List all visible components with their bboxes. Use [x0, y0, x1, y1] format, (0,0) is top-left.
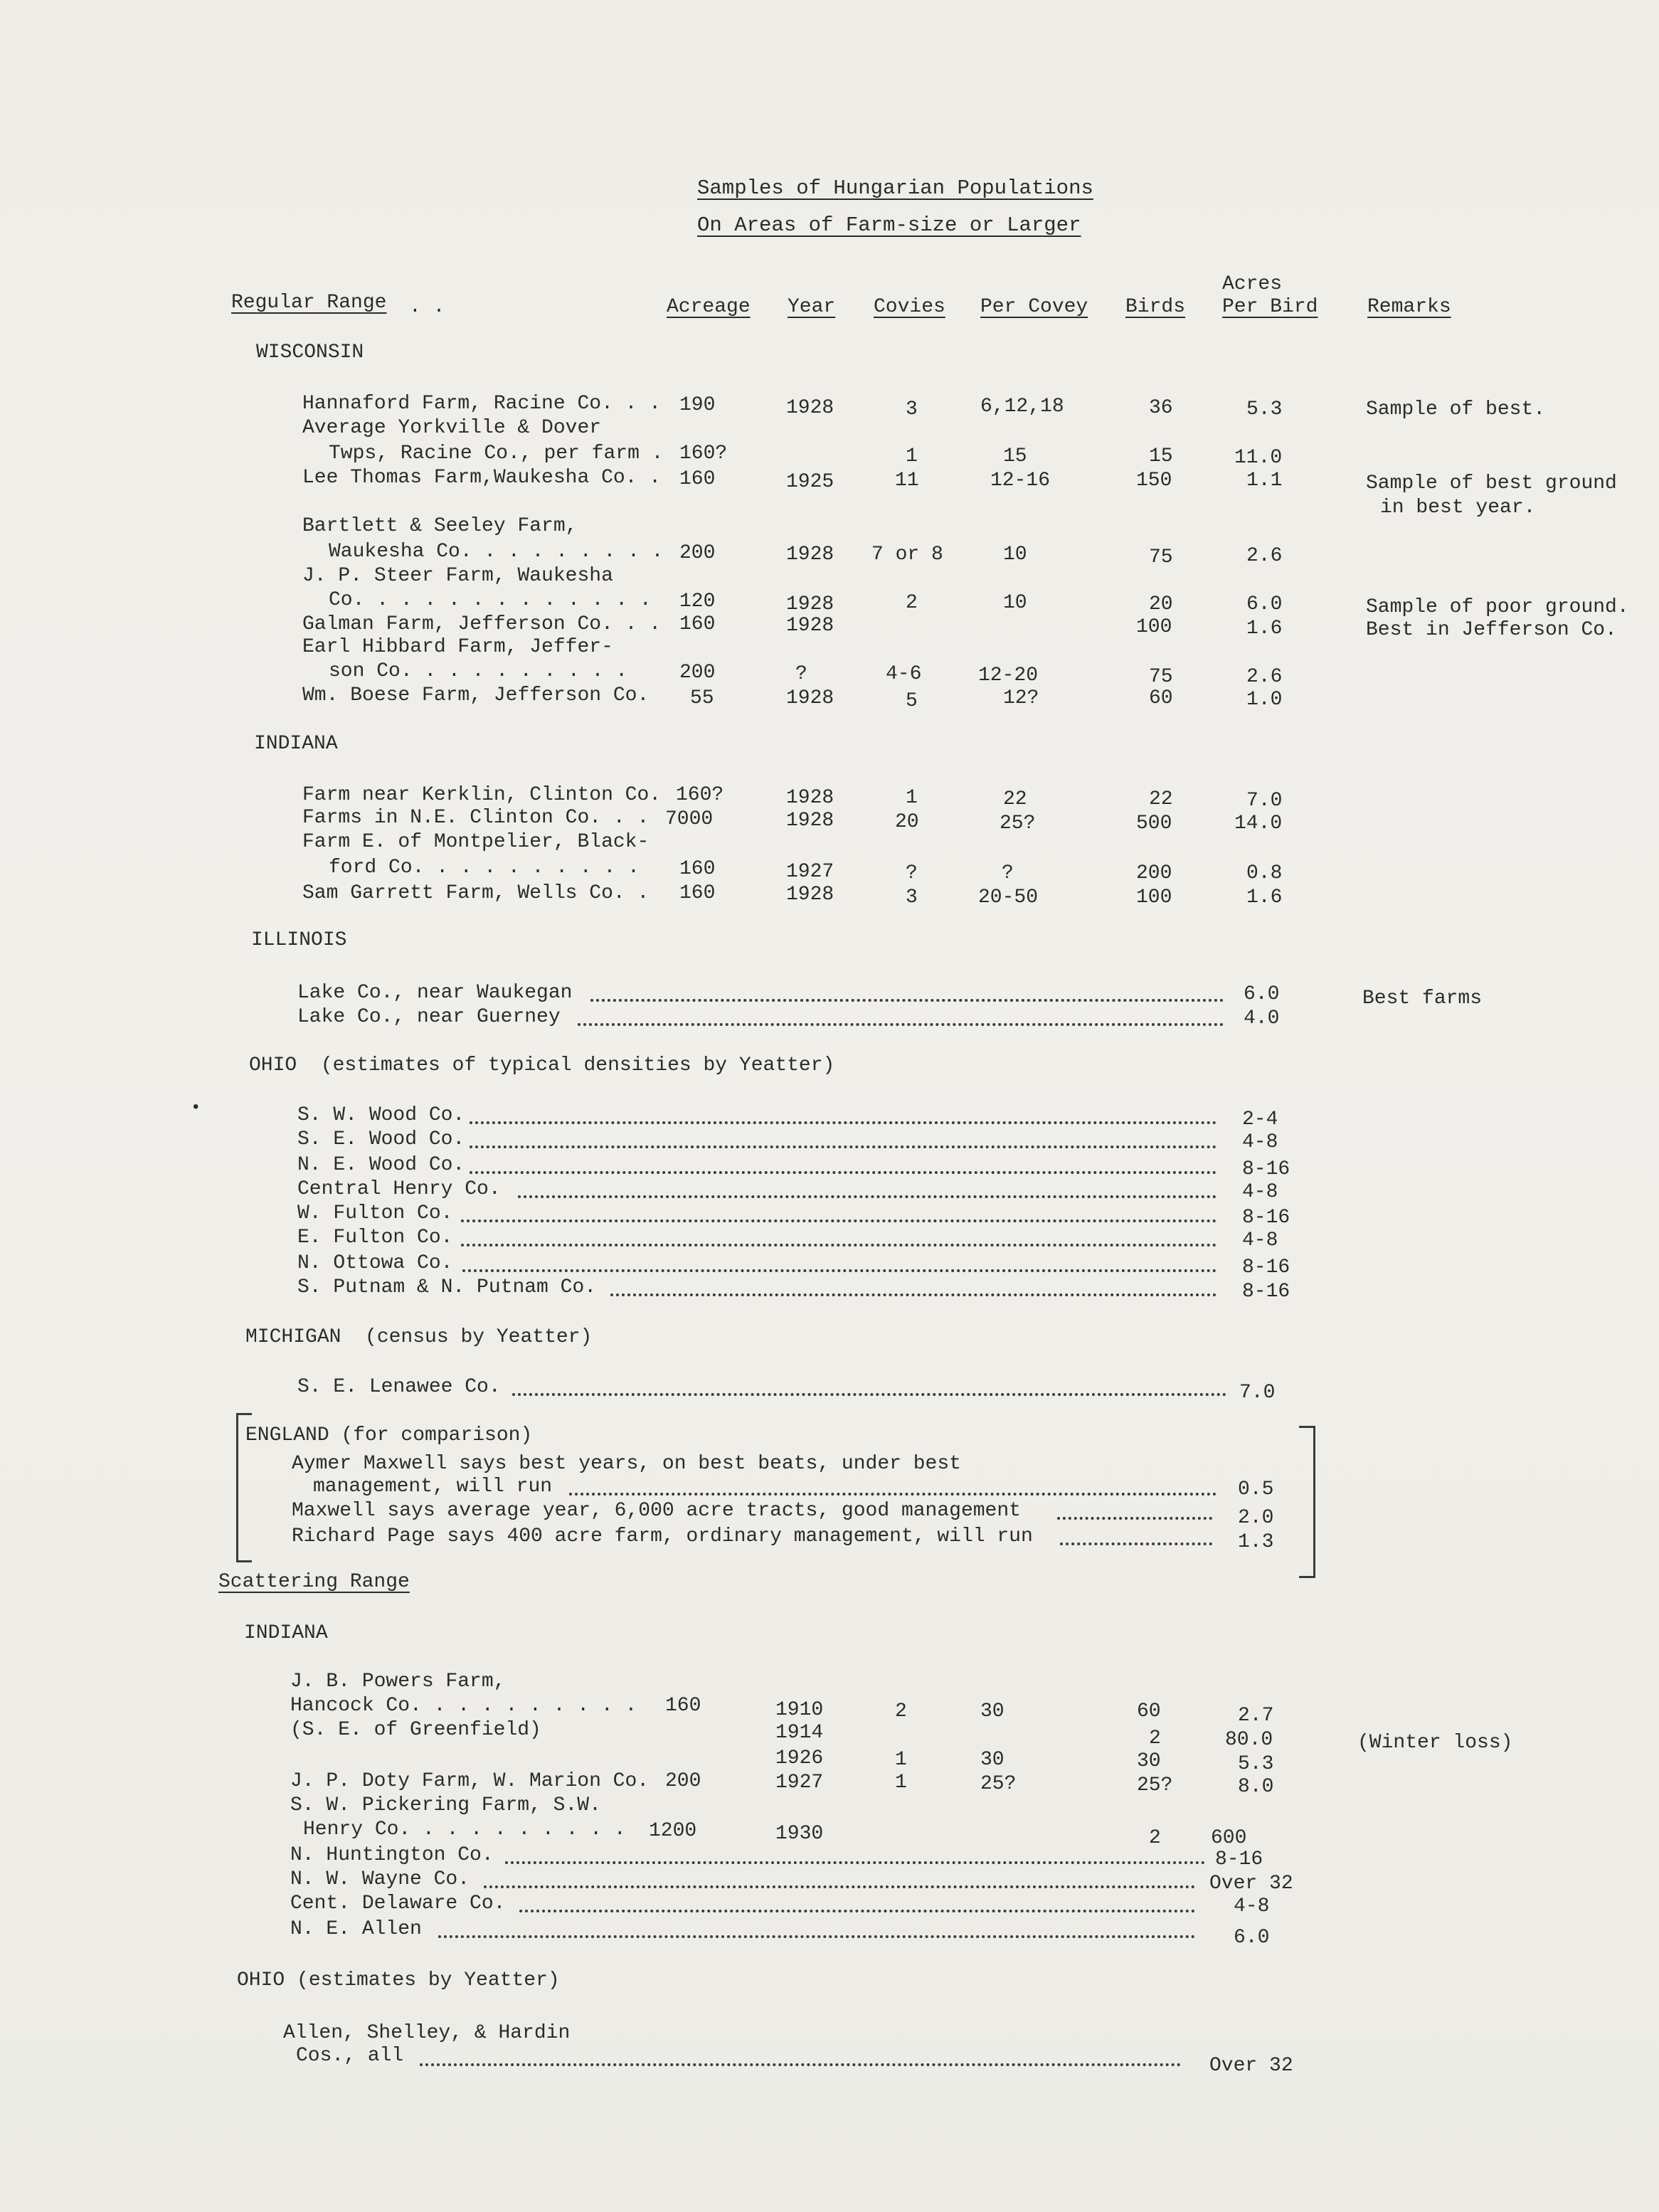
- hibbard-acres-per-bird: 2.6: [1246, 666, 1283, 688]
- garrett-acres-per-bird: 1.6: [1246, 887, 1283, 909]
- header-birds: Birds: [1125, 296, 1186, 318]
- ohio-row-value: 8-16: [1242, 1281, 1290, 1303]
- title-line-1: Samples of Hungarian Populations: [697, 176, 1093, 200]
- hibbard-covies: 4-6: [886, 663, 922, 685]
- doty-per-covey: 25?: [980, 1773, 1017, 1795]
- title-line-2: On Areas of Farm-size or Larger: [697, 213, 1081, 237]
- thomas-acreage: 160: [679, 468, 716, 490]
- powers-per-covey-1: 30: [980, 1700, 1005, 1722]
- guerney-leader-dots: [578, 1023, 1224, 1026]
- page-value: 1.3: [1238, 1531, 1274, 1553]
- steer-acres-per-bird: 6.0: [1246, 593, 1283, 615]
- thomas-acres-per-bird: 1.1: [1246, 470, 1283, 492]
- header-per-covey: Per Covey: [980, 296, 1088, 318]
- boese-birds: 60: [1149, 687, 1173, 709]
- powers-remarks: (Winter loss): [1357, 1732, 1513, 1754]
- powers-year-1: 1910: [775, 1699, 824, 1721]
- powers-acres-3: 5.3: [1238, 1753, 1274, 1775]
- bartlett-acreage: 200: [679, 542, 716, 564]
- average-leader-dots: [1057, 1517, 1212, 1520]
- steer-covies: 2: [906, 592, 918, 614]
- huntington-name: N. Huntington Co.: [290, 1844, 494, 1866]
- ohio-row-value: 8-16: [1242, 1158, 1290, 1180]
- powers-name-2: Hancock Co. . . . . . . . . .: [290, 1695, 637, 1717]
- clinton-birds: 500: [1136, 813, 1172, 835]
- thomas-covies: 11: [895, 470, 919, 492]
- yorkville-birds: 15: [1149, 445, 1173, 467]
- allen-value: 6.0: [1234, 1927, 1270, 1949]
- waukegan-value: 6.0: [1244, 983, 1280, 1005]
- powers-acreage: 160: [665, 1695, 701, 1717]
- boese-acreage: 55: [690, 687, 714, 709]
- powers-birds-2: 2: [1149, 1727, 1161, 1750]
- ohio-row-name: N. Ottowa Co.: [297, 1252, 453, 1274]
- england-heading: ENGLAND (for comparison): [245, 1424, 533, 1446]
- galman-acres-per-bird: 1.6: [1246, 618, 1283, 640]
- scattering-indiana-heading: INDIANA: [244, 1622, 328, 1644]
- wayne-leader-dots: [484, 1885, 1195, 1888]
- maxwell-line-1: Aymer Maxwell says best years, on best beats, under best: [292, 1453, 961, 1475]
- bartlett-per-covey: 10: [1003, 544, 1027, 566]
- steer-remarks: Sample of poor ground.: [1366, 596, 1629, 618]
- boese-per-covey: 12?: [1003, 687, 1039, 709]
- garrett-covies: 3: [906, 887, 918, 909]
- hannaford-year: 1928: [786, 397, 834, 419]
- ohio-row-leader-dots: [470, 1145, 1217, 1148]
- ohio-row-name: S. Putnam & N. Putnam Co.: [297, 1276, 597, 1298]
- guerney-value: 4.0: [1244, 1007, 1280, 1030]
- header-acreage: Acreage: [667, 296, 751, 318]
- hannaford-acres-per-bird: 5.3: [1246, 398, 1283, 420]
- doty-acreage: 200: [665, 1770, 701, 1792]
- delaware-leader-dots: [519, 1910, 1195, 1912]
- powers-acres-1: 2.7: [1238, 1705, 1274, 1727]
- delaware-value: 4-8: [1234, 1895, 1270, 1917]
- allen-leader-dots: [438, 1935, 1195, 1938]
- yorkville-covies: 1: [906, 445, 918, 467]
- wayne-name: N. W. Wayne Co.: [290, 1868, 470, 1890]
- doty-name: J. P. Doty Farm, W. Marion Co.: [290, 1770, 650, 1792]
- allen-shelley-line-2: Cos., all: [296, 2045, 404, 2067]
- powers-birds-1: 60: [1137, 1700, 1161, 1722]
- hibbard-name-2: son Co. . . . . . . . . .: [329, 660, 628, 682]
- hibbard-per-covey: 12-20: [978, 665, 1039, 687]
- hannaford-name: Hannaford Farm, Racine Co. . .: [302, 393, 662, 415]
- doty-birds: 25?: [1137, 1774, 1173, 1796]
- galman-birds: 100: [1136, 616, 1172, 638]
- kerklin-covies: 1: [906, 787, 918, 809]
- clinton-per-covey: 25?: [1000, 813, 1036, 835]
- pickering-name-2: Henry Co. . . . . . . . . .: [303, 1819, 626, 1841]
- ohio-row-leader-dots: [518, 1195, 1217, 1198]
- bracket-right-top: [1299, 1426, 1315, 1428]
- montpelier-covies: ?: [906, 862, 918, 884]
- ohio-row-name: N. E. Wood Co.: [297, 1154, 465, 1176]
- hibbard-year: ?: [795, 663, 807, 685]
- maxwell-leader-dots: [569, 1493, 1217, 1496]
- ohio-row-value: 8-16: [1242, 1207, 1290, 1229]
- clinton-acreage: 7000: [665, 808, 714, 830]
- ohio-row-name: Central Henry Co.: [297, 1178, 501, 1200]
- powers-year-2: 1914: [775, 1722, 824, 1744]
- hannaford-birds: 36: [1149, 397, 1173, 419]
- ohio-row-leader-dots: [470, 1121, 1217, 1124]
- wayne-value: Over 32: [1209, 1873, 1293, 1895]
- doty-covies: 1: [895, 1772, 907, 1794]
- clinton-name: Farms in N.E. Clinton Co. . .: [302, 807, 650, 829]
- clinton-acres-per-bird: 14.0: [1234, 813, 1283, 835]
- page-line: Richard Page says 400 acre farm, ordinary management, will run: [292, 1525, 1033, 1547]
- thomas-per-covey: 12-16: [990, 470, 1051, 492]
- ohio-row-name: S. E. Wood Co.: [297, 1128, 465, 1150]
- garrett-birds: 100: [1136, 887, 1172, 909]
- hannaford-remarks: Sample of best.: [1366, 398, 1546, 420]
- hannaford-covies: 3: [906, 398, 918, 420]
- allen-shelley-line-1: Allen, Shelley, & Hardin: [283, 2022, 571, 2044]
- clinton-covies: 20: [895, 811, 919, 833]
- header-remarks: Remarks: [1367, 296, 1451, 318]
- header-regular-range: Regular Range: [231, 292, 387, 314]
- maxwell-line-2: management, will run: [313, 1476, 553, 1498]
- powers-covies-1: 2: [895, 1700, 907, 1722]
- lenawee-leader-dots: [512, 1393, 1226, 1396]
- header-year: Year: [788, 296, 836, 318]
- bartlett-year: 1928: [786, 544, 834, 566]
- steer-birds: 20: [1149, 593, 1173, 615]
- powers-sub: (S. E. of Greenfield): [290, 1719, 541, 1741]
- maxwell-value: 0.5: [1238, 1478, 1274, 1501]
- kerklin-year: 1928: [786, 787, 834, 809]
- garrett-name: Sam Garrett Farm, Wells Co. .: [302, 882, 650, 904]
- boese-acres-per-bird: 1.0: [1246, 689, 1283, 711]
- huntington-value: 8-16: [1215, 1848, 1263, 1870]
- yorkville-acres-per-bird: 11.0: [1234, 447, 1283, 469]
- header-covies: Covies: [874, 296, 945, 318]
- ohio-row-leader-dots: [461, 1219, 1217, 1222]
- steer-name-2: Co. . . . . . . . . . . . .: [329, 589, 652, 611]
- powers-per-covey-3: 30: [980, 1749, 1005, 1771]
- powers-name-1: J. B. Powers Farm,: [290, 1671, 506, 1693]
- bracket-left-bottom: [236, 1560, 252, 1562]
- waukegan-leader-dots: [590, 999, 1224, 1002]
- average-line: Maxwell says average year, 6,000 acre tracts, good management: [292, 1500, 1021, 1522]
- steer-year: 1928: [786, 593, 834, 615]
- kerklin-per-covey: 22: [1003, 788, 1027, 810]
- boese-covies: 5: [906, 690, 918, 712]
- pickering-birds: 2: [1149, 1827, 1161, 1849]
- allen-shelley-leader-dots: [420, 2063, 1181, 2066]
- kerklin-acreage: 160?: [676, 784, 724, 806]
- hibbard-acreage: 200: [679, 662, 716, 684]
- ohio-row-value: 4-8: [1242, 1181, 1278, 1203]
- pickering-year: 1930: [775, 1823, 824, 1845]
- ohio-row-name: S. W. Wood Co.: [297, 1104, 465, 1126]
- allen-shelley-value: Over 32: [1209, 2055, 1293, 2077]
- doty-year: 1927: [775, 1772, 824, 1794]
- ohio-row-value: 4-8: [1242, 1131, 1278, 1153]
- powers-birds-3: 30: [1137, 1750, 1161, 1772]
- thomas-remarks-2: in best year.: [1380, 497, 1536, 519]
- ohio-row-value: 2-4: [1242, 1108, 1278, 1131]
- bartlett-name-1: Bartlett & Seeley Farm,: [302, 515, 578, 537]
- yorkville-name-1: Average Yorkville & Dover: [302, 417, 602, 439]
- pickering-name-1: S. W. Pickering Farm, S.W.: [290, 1794, 601, 1816]
- hibbard-birds: 75: [1149, 666, 1173, 688]
- montpelier-birds: 200: [1136, 862, 1172, 884]
- illinois-heading: ILLINOIS: [251, 929, 347, 951]
- montpelier-acreage: 160: [679, 858, 716, 880]
- ohio-row-leader-dots: [610, 1293, 1217, 1296]
- montpelier-name-1: Farm E. of Montpelier, Black-: [302, 831, 650, 853]
- steer-acreage: 120: [679, 591, 716, 613]
- kerklin-birds: 22: [1149, 788, 1173, 810]
- scattering-range-heading: Scattering Range: [218, 1571, 410, 1593]
- waukegan-name: Lake Co., near Waukegan: [297, 982, 573, 1004]
- powers-acres-2: 80.0: [1225, 1729, 1273, 1751]
- thomas-birds: 150: [1136, 470, 1172, 492]
- hannaford-per-covey: 6,12,18: [980, 396, 1064, 418]
- galman-acreage: 160: [679, 613, 716, 635]
- boese-year: 1928: [786, 687, 834, 709]
- bartlett-acres-per-bird: 2.6: [1246, 545, 1283, 567]
- boese-name: Wm. Boese Farm, Jefferson Co.: [302, 684, 650, 707]
- bartlett-name-2: Waukesha Co. . . . . . . . .: [329, 541, 664, 563]
- bracket-left-top: [236, 1413, 252, 1415]
- galman-remarks: Best in Jefferson Co.: [1366, 619, 1617, 641]
- yorkville-acreage: 160?: [679, 443, 728, 465]
- huntington-leader-dots: [505, 1861, 1205, 1864]
- hibbard-name-1: Earl Hibbard Farm, Jeffer-: [302, 636, 613, 658]
- thomas-year: 1925: [786, 471, 834, 493]
- delaware-name: Cent. Delaware Co.: [290, 1893, 506, 1915]
- ohio-row-name: E. Fulton Co.: [297, 1227, 453, 1249]
- steer-name-1: J. P. Steer Farm, Waukesha: [302, 565, 613, 587]
- bracket-right-vertical: [1313, 1426, 1315, 1578]
- thomas-name: Lee Thomas Farm,Waukesha Co. .: [302, 467, 662, 489]
- steer-per-covey: 10: [1003, 592, 1027, 614]
- lenawee-name: S. E. Lenawee Co.: [297, 1376, 501, 1398]
- ohio-row-name: W. Fulton Co.: [297, 1202, 453, 1224]
- ohio-row-leader-dots: [470, 1171, 1217, 1174]
- pickering-acreage: 1200: [649, 1820, 697, 1842]
- clinton-year: 1928: [786, 810, 834, 832]
- allen-name: N. E. Allen: [290, 1918, 422, 1940]
- montpelier-year: 1927: [786, 861, 834, 883]
- bartlett-covies: 7 or 8: [871, 544, 943, 566]
- header-dots: . .: [409, 296, 445, 318]
- doty-acres: 8.0: [1238, 1776, 1274, 1798]
- montpelier-name-2: ford Co. . . . . . . . . .: [329, 857, 640, 879]
- ohio-row-value: 4-8: [1242, 1229, 1278, 1251]
- indiana-heading: INDIANA: [254, 733, 338, 755]
- margin-mark: •: [191, 1099, 201, 1118]
- garrett-acreage: 160: [679, 882, 716, 904]
- kerklin-name: Farm near Kerklin, Clinton Co.: [302, 784, 662, 806]
- ohio-row-leader-dots: [461, 1244, 1217, 1247]
- ohio-heading: OHIO (estimates of typical densities by Yeatter): [249, 1054, 835, 1076]
- thomas-remarks-1: Sample of best ground: [1366, 472, 1617, 494]
- ohio-row-value: 8-16: [1242, 1256, 1290, 1279]
- bracket-left-vertical: [236, 1413, 238, 1562]
- wisconsin-heading: WISCONSIN: [256, 342, 364, 364]
- waukegan-remarks: Best farms: [1362, 988, 1483, 1010]
- montpelier-acres-per-bird: 0.8: [1246, 862, 1283, 884]
- yorkville-name-2: Twps, Racine Co., per farm .: [329, 443, 664, 465]
- lenawee-value: 7.0: [1239, 1382, 1276, 1404]
- guerney-name: Lake Co., near Guerney: [297, 1006, 561, 1028]
- bartlett-birds: 75: [1149, 546, 1173, 568]
- garrett-per-covey: 20-50: [978, 887, 1039, 909]
- hannaford-acreage: 190: [679, 394, 716, 416]
- average-value: 2.0: [1238, 1507, 1274, 1529]
- michigan-heading: MICHIGAN (census by Yeatter): [245, 1326, 593, 1348]
- galman-name: Galman Farm, Jefferson Co. . .: [302, 613, 662, 635]
- scattering-ohio-heading: OHIO (estimates by Yeatter): [237, 1969, 560, 1991]
- powers-covies-3: 1: [895, 1749, 907, 1771]
- page-leader-dots: [1060, 1542, 1212, 1545]
- kerklin-acres-per-bird: 7.0: [1246, 790, 1283, 812]
- powers-year-3: 1926: [775, 1747, 824, 1769]
- garrett-year: 1928: [786, 884, 834, 906]
- galman-year: 1928: [786, 615, 834, 637]
- yorkville-per-covey: 15: [1003, 445, 1027, 467]
- header-acres: Acres: [1222, 273, 1283, 295]
- bracket-right-bottom: [1299, 1576, 1315, 1578]
- pickering-acres: 600: [1211, 1827, 1247, 1849]
- ohio-row-leader-dots: [462, 1269, 1217, 1272]
- header-per-bird: Per Bird: [1222, 296, 1318, 318]
- montpelier-per-covey: ?: [1002, 862, 1014, 884]
